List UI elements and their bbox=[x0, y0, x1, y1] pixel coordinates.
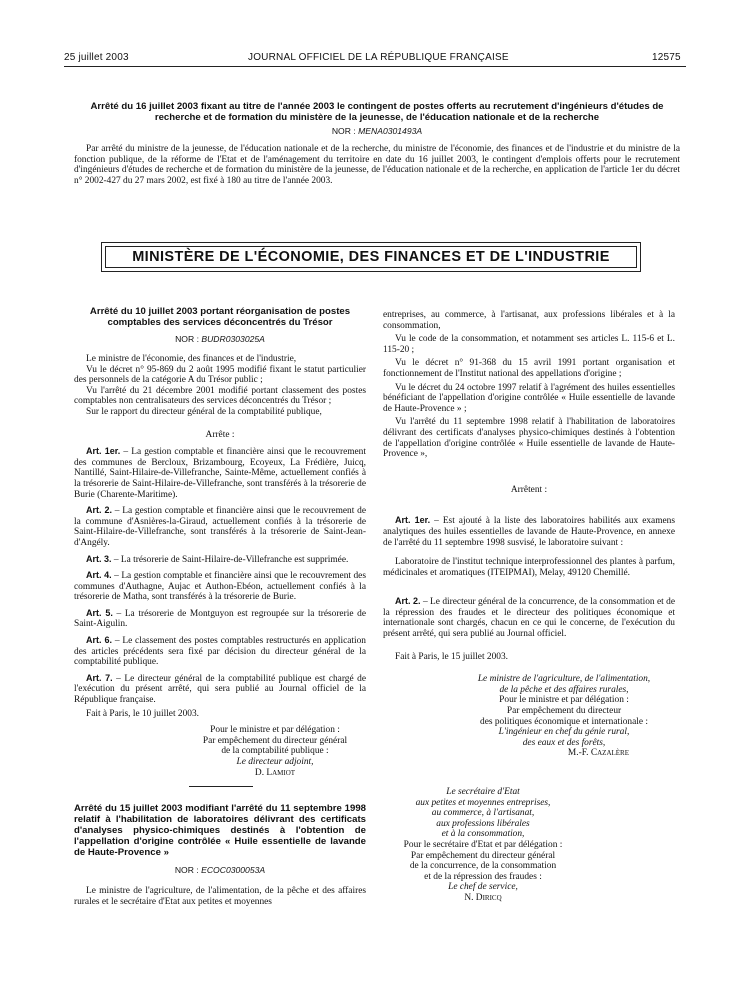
arrete2-arrete-word: Arrêtent : bbox=[510, 484, 548, 495]
ministry-banner-text: MINISTÈRE DE L'ÉCONOMIE, DES FINANCES ET DE L'INDUSTRIE bbox=[105, 246, 637, 268]
sign-line: Le ministre de l'agriculture, de l'alimentation, bbox=[477, 674, 651, 685]
article-4: Art. 4. – La gestion comptable et financière ainsi que le recouvrement des communes d'Authagne, Aujac et Authon-Ebéon, actuellement confiés à la trésorerie de Matha, sont transférés à la trésorerie de Burie. bbox=[74, 570, 366, 603]
left-column bbox=[74, 306, 366, 907]
header-journal: JOURNAL OFFICIEL DE LA RÉPUBLIQUE FRANÇAISE bbox=[248, 52, 509, 63]
sign-line: de la pêche et des affaires rurales, bbox=[499, 684, 629, 695]
arrete2-signature-ministre bbox=[453, 674, 675, 759]
signatory-name: M.-F. Cazalère bbox=[567, 748, 629, 759]
sign-line: au commerce, à l'artisanat, bbox=[431, 808, 535, 819]
sign-line: Le chef de service, bbox=[448, 882, 518, 893]
article-3: Art. 3. – La trésorerie de Saint-Hilaire-de-Villefranche est supprimée. bbox=[86, 553, 349, 565]
sign-line: aux petites et moyennes entreprises, bbox=[415, 797, 551, 808]
arrete1-signature bbox=[184, 725, 366, 778]
signatory-name: D. Lamiot bbox=[254, 767, 296, 778]
top-arrete-paragraph: Par arrêté du ministre de la jeunesse, de l'éducation nationale et de la recherche, du ministre de l'économie, des finances et de l'industrie et du ministre de la fonction publique, de la réforme de l'Etat et de l'aménagement du territoire en date du 16 juillet 2003, le contingent d'emplois offerts pour le recrutement d'ingénieurs d'études de recherche et de formation du ministère de la jeunesse, de l'éducation nationale et de la recherche, en application de l'article 1er du décret n° 2002-427 du 27 mars 2002, est fixé à 180 au titre de l'année 2003. bbox=[74, 144, 680, 186]
arrete2-intro bbox=[74, 886, 366, 907]
arrete1-nor bbox=[74, 334, 366, 344]
article-1: Art. 1er. – La gestion comptable et financière ainsi que le recouvrement des communes de Bercloux, Brizambourg, Ecoyeux, La Frédière, Juicq, Nantillé, Saint-Hilaire-de-Villefranche, Sainte-Même, actuellement confiés à la trésorerie de Saint-Hilaire-de-Villefranche, sont transférés à la trésorerie de Burie (Charente-Maritime). bbox=[74, 446, 366, 500]
nor-label: NOR : bbox=[174, 865, 199, 876]
article-2: Art. 2. – Le directeur général de la concurrence, de la consommation et de la répression des fraudes et le directeur des politiques économique et internationale sont chargés, chacun en ce qui le concerne, de l'exécution du présent arrêté, qui sera publié au Journal officiel. bbox=[383, 596, 675, 640]
arrete1-title: Arrêté du 10 juillet 2003 portant réorganisation de postes comptables des services déconcentrés du Trésor bbox=[89, 306, 351, 328]
visa-line: Vu le décret n° 95-869 du 2 août 1995 modifié fixant le statut particulier des personnels de la catégorie A du Trésor public ; bbox=[74, 364, 366, 386]
visa-line: Le ministre de l'économie, des finances et de l'industrie, bbox=[86, 354, 297, 364]
top-arrete-text bbox=[74, 144, 680, 186]
arrete2-signature-secretaire bbox=[383, 787, 583, 904]
arrete2-articles bbox=[383, 515, 675, 662]
top-arrete-title: Arrêté du 16 juillet 2003 fixant au titre de l'année 2003 le contingent de postes offerts au recrutement d'ingénieurs d'études de recherche et de formation du ministère de la jeunesse, de l'éducation nationale et de la recherche bbox=[90, 101, 664, 123]
sign-line: de la concurrence, de la consommation bbox=[409, 861, 557, 872]
nor-code: MENA0301493A bbox=[358, 126, 423, 136]
visa-line: Vu le code de la consommation, et notamment ses articles L. 115-6 et L. 115-20 ; bbox=[383, 334, 675, 355]
nor-label: NOR : bbox=[331, 126, 356, 136]
arrete1-fait: Fait à Paris, le 10 juillet 2003. bbox=[86, 708, 200, 719]
right-column bbox=[383, 310, 675, 904]
arrete1-articles bbox=[74, 446, 366, 719]
arrete2-fait: Fait à Paris, le 15 juillet 2003. bbox=[395, 651, 509, 662]
nor-label: NOR : bbox=[175, 334, 199, 344]
visa-line: Vu le décret n° 91-368 du 15 avril 1991 portant organisation et fonctionnement de l'Institut national des appellations d'origine ; bbox=[383, 358, 675, 379]
sign-line: Le directeur adjoint, bbox=[236, 757, 314, 767]
sign-line: L'ingénieur en chef du génie rural, bbox=[498, 727, 630, 738]
sign-line: Par empêchement du directeur général bbox=[202, 735, 348, 746]
top-arrete-nor bbox=[74, 126, 680, 136]
arrete1-visas bbox=[74, 354, 366, 418]
intro-paragraph: Le ministre de l'agriculture, de l'alimentation, de la pêche et des affaires rurales et le secrétaire d'Etat aux petites et moyennes bbox=[74, 886, 366, 907]
sign-line: Pour le ministre et par délégation : bbox=[210, 725, 340, 736]
header-rule bbox=[64, 66, 686, 67]
visa-line: Vu l'arrêté du 11 septembre 1998 relatif à l'habilitation de laboratoires délivrant des certificats d'analyses physico-chimiques destinés à l'obtention de l'appellation d'origine contrôlée « Huile essentielle de lavande de Haute-Provence », bbox=[383, 417, 675, 460]
sign-line: et de la répression des fraudes : bbox=[424, 871, 542, 882]
header-page-number: 12575 bbox=[652, 52, 681, 63]
sign-line: Par empêchement du directeur bbox=[506, 706, 622, 717]
sign-line: des politiques économique et internationale : bbox=[480, 716, 648, 727]
article-7: Art. 7. – Le directeur général de la comptabilité publique est chargé de l'exécution du présent arrêté, qui sera publié au Journal officiel de la République française. bbox=[74, 672, 366, 706]
sign-line: Pour le secrétaire d'Etat et par délégation : bbox=[403, 839, 563, 850]
visa-line: Vu le décret du 24 octobre 1997 relatif à l'agrément des huiles essentielles bénéficiant de l'appellation d'origine contrôlée « Huile essentielle de lavande de Haute-Provence » ; bbox=[383, 382, 675, 414]
sign-line: aux professions libérales bbox=[436, 818, 530, 829]
ministry-banner bbox=[101, 242, 641, 272]
article-5: Art. 5. – La trésorerie de Montguyon est regroupée sur la trésorerie de Saint-Aigulin. bbox=[74, 607, 366, 630]
sign-line: et à la consommation, bbox=[441, 829, 525, 840]
arrete2-title: Arrêté du 15 juillet 2003 modifiant l'arrêté du 11 septembre 1998 relatif à l'habilitation de laboratoires délivrant des certificats d'analyses physico-chimiques destinés à l'obtention de l'appellation d'origine contrôlée « Huile essentielle de lavande de Haute-Provence » bbox=[74, 803, 366, 859]
sign-line: Le secrétaire d'Etat bbox=[446, 787, 520, 797]
laboratory-entry: Laboratoire de l'institut technique interprofessionnel des plantes à parfum, médicinales et aromatiques (ITEIPMAI), Melay, 49120 Chemillé. bbox=[383, 557, 675, 578]
sign-line: Par empêchement du directeur général bbox=[410, 850, 556, 861]
sign-line: de la comptabilité publique : bbox=[221, 746, 329, 757]
header-date: 25 juillet 2003 bbox=[64, 52, 129, 63]
visa-line: Vu l'arrêté du 21 décembre 2001 modifié portant classement des postes comptables non centralisateurs des services déconcentrés du Trésor ; bbox=[74, 385, 366, 407]
arrete1-arrete-word: Arrête : bbox=[205, 429, 235, 440]
intro-continuation: entreprises, au commerce, à l'artisanat, aux professions libérales et à la consommation, bbox=[383, 310, 675, 331]
sign-line: des eaux et des forêts, bbox=[522, 737, 606, 748]
nor-code: ECOC0300053A bbox=[201, 865, 266, 876]
separator-rule bbox=[189, 786, 253, 787]
arrete2-nor bbox=[74, 865, 366, 875]
sign-line: Pour le ministre et par délégation : bbox=[499, 695, 629, 706]
visa-line: Sur le rapport du directeur général de la comptabilité publique, bbox=[86, 406, 322, 417]
article-1: Art. 1er. – Est ajouté à la liste des laboratoires habilités aux examens analytiques des huiles essentielles de lavande de Haute-Provence, en annexe de l'arrêté du 11 septembre 1998 susvisé, le laboratoire suivant : bbox=[383, 515, 675, 548]
signatory-name: N. Diricq bbox=[464, 892, 502, 903]
arrete2-visas bbox=[383, 310, 675, 460]
article-2: Art. 2. – La gestion comptable et financière ainsi que le recouvrement de la commune d'Asnières-la-Giraud, actuellement confiés à la trésorerie de Saint-Hilaire-de-Villefranche, sont transférés à la trésorerie de Saint-Jean-d'Angély. bbox=[74, 505, 366, 548]
nor-code: BUDR0303025A bbox=[201, 334, 265, 344]
article-6: Art. 6. – Le classement des postes comptables restructurés en application des articles précédents sera fixé par décision du directeur général de la comptabilité publique. bbox=[74, 635, 366, 668]
